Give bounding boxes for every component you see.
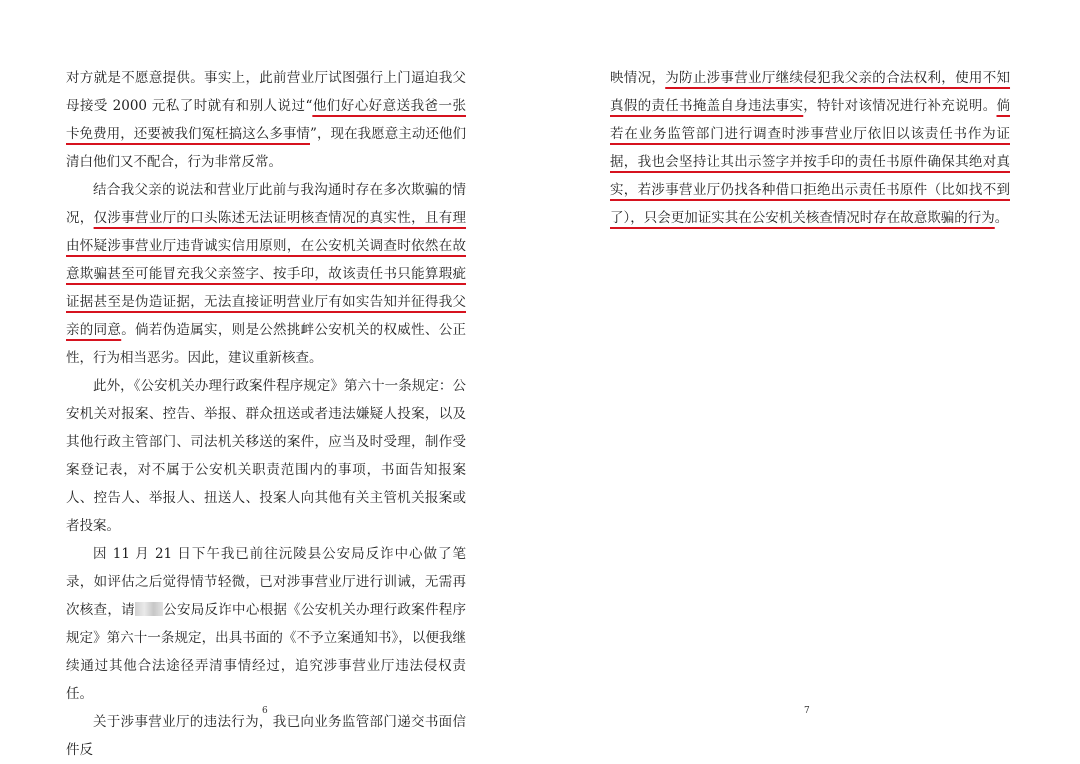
redacted-text — [135, 602, 163, 616]
text-segment: 。 — [994, 210, 1009, 226]
text-segment: ”，现在我愿意主动还他们清白他们又不配合，行为非常反常。 — [66, 126, 467, 170]
paragraph — [66, 372, 466, 540]
highlighted-text: 他们好心好意送我爸一张卡免费用，还要被我们冤枉搞这么多事情 — [66, 98, 466, 142]
highlighted-text: 倘若在业务监管部门进行调查时涉事营业厅依旧以该责任书作为证据，我也会坚持让其出示签字并按手印的责任书原件确保其绝对真实，若涉事营业厅仍找各种借口拒绝出示责任书原件（比如找不到了），只会更加证实其在公安机关核查情况时存在故意欺骗的行为 — [610, 98, 1010, 226]
page-body — [66, 64, 466, 764]
text-segment: 此外，《公安机关办理行政案件程序规定》第六十一条规定：公安机关对报案、控告、举报、群众扭送或者违法嫌疑人投案，以及其他行政主管部门、司法机关移送的案件，应当及时受理，制作受案登记表，对不属于公安机关职责范围内的事项，书面告知报案人、控告人、举报人、扭送人、投案人向其他有关主管机关报案或者投案。 — [66, 378, 466, 534]
page-number: 7 — [804, 706, 810, 716]
paragraph — [66, 540, 466, 708]
text-segment: 结合我父亲的说法和营业厅此前与我沟通时存在多次欺骗的情况， — [66, 182, 466, 226]
text-segment: ，特针对该情况进行补充说明。 — [803, 98, 997, 114]
text-segment: 公安局反诈中心根据《公安机关办理行政案件程序规定》第六十一条规定，出具书面的《不予立案通知书》，以便我继续通过其他合法途径弄清事情经过，追究涉事营业厅违法侵权责任。 — [66, 602, 467, 702]
paragraph — [610, 64, 1010, 232]
text-segment: 关于涉事营业厅的违法行为，我已向业务监管部门递交书面信件反 — [66, 714, 466, 758]
highlighted-text: 仅涉事营业厅的口头陈述无法证明核查情况的真实性，且有理由怀疑涉事营业厅违背诚实信用原则，在公安机关调查时依然在故意欺骗甚至可能冒充我父亲签字、按手印，故该责任书只能算瑕疵证据甚至是伪造证据，无法直接证明营业厅有如实告知并征得我父亲的同意 — [66, 210, 467, 338]
highlighted-text: 为防止涉事营业厅继续侵犯我父亲的合法权利，使用不知真假的责任书掩盖自身违法事实 — [610, 70, 1011, 114]
document-page-7 — [540, 0, 1080, 764]
text-segment: 。倘若伪造属实，则是公然挑衅公安机关的权威性、公正性，行为相当恶劣。因此，建议重新核查。 — [66, 322, 467, 366]
page-number: 6 — [262, 706, 268, 716]
text-segment: 对方就是不愿意提供。事实上，此前营业厅试图强行上门逼迫我父母接受 2000 元私了时就有和别人说过“ — [66, 70, 466, 114]
page-body — [610, 64, 1010, 232]
paragraph — [66, 708, 466, 764]
text-segment: 因 11 月 21 日下午我已前往沅陵县公安局反诈中心做了笔录，如评估之后觉得情节轻微，已对涉事营业厅进行训诫，无需再次核查，请 — [66, 546, 466, 618]
text-segment: 映情况， — [610, 70, 666, 86]
paragraph — [66, 176, 466, 372]
paragraph — [66, 64, 466, 176]
